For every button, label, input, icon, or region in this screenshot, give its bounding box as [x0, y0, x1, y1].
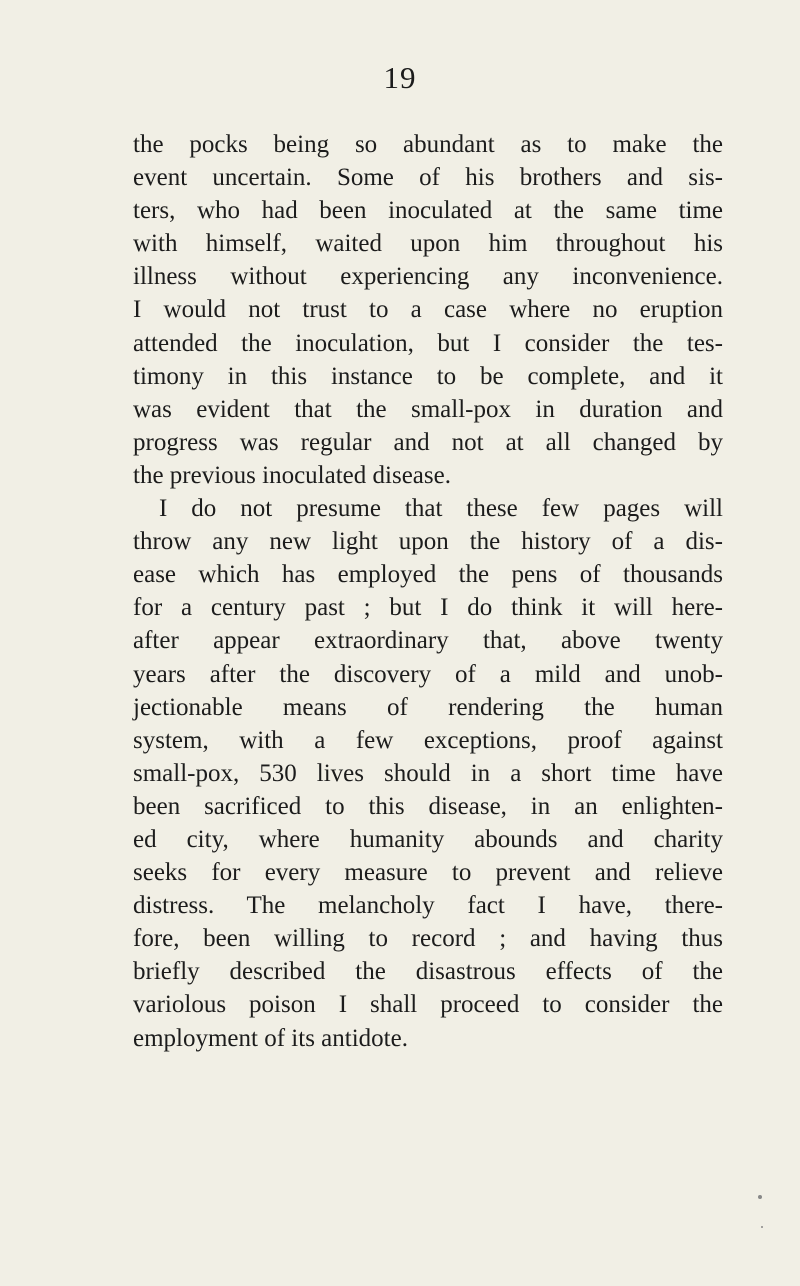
text-line: system, with a few exceptions, proof against [133, 726, 723, 754]
text-line: the pocks being so abundant as to make the [133, 131, 723, 158]
text-line: after appear extraordinary that, above twenty [133, 627, 723, 655]
text-line: event uncertain. Some of his brothers and sis- [133, 164, 723, 192]
text-line: seeks for every measure to prevent and relieve [133, 859, 723, 887]
text-line: illness without experiencing any inconvenience. [133, 263, 723, 291]
page-number: 19 [383, 60, 417, 95]
text-line: I would not trust to a case where no eruption [133, 296, 723, 324]
paper-speck [761, 1226, 763, 1228]
text-line: was evident that the small-pox in duration and [133, 395, 723, 423]
text-line: ters, who had been inoculated at the same time [133, 197, 723, 225]
text-line: variolous poison I shall proceed to consider the [133, 991, 723, 1019]
text-line: timony in this instance to be complete, and it [133, 362, 723, 390]
text-line: employment of its antidote. [133, 1024, 408, 1052]
text-line: progress was regular and not at all changed by [133, 428, 723, 456]
text-line: with himself, waited upon him throughout his [133, 230, 723, 258]
text-line: throw any new light upon the history of a dis- [133, 528, 723, 556]
text-line: attended the inoculation, but I consider the tes- [133, 329, 723, 357]
text-line: small-pox, 530 lives should in a short time have [133, 759, 723, 787]
text-line: I do not presume that these few pages will [159, 495, 723, 523]
text-line: been sacrificed to this disease, in an enlighten- [133, 792, 723, 820]
paper-speck [758, 1195, 762, 1199]
text-line: briefly described the disastrous effects of the [133, 958, 723, 986]
text-line: ed city, where humanity abounds and charity [133, 825, 723, 853]
text-line: fore, been willing to record ; and having thus [133, 925, 723, 953]
text-line: years after the discovery of a mild and unob- [133, 660, 723, 688]
text-line: for a century past ; but I do think it will here- [133, 594, 723, 622]
text-line: the previous inoculated disease. [133, 461, 451, 489]
text-line: ease which has employed the pens of thousands [133, 561, 723, 589]
text-line: jectionable means of rendering the human [133, 693, 723, 721]
text-line: distress. The melancholy fact I have, there- [133, 892, 723, 920]
body-text [133, 128, 723, 1055]
